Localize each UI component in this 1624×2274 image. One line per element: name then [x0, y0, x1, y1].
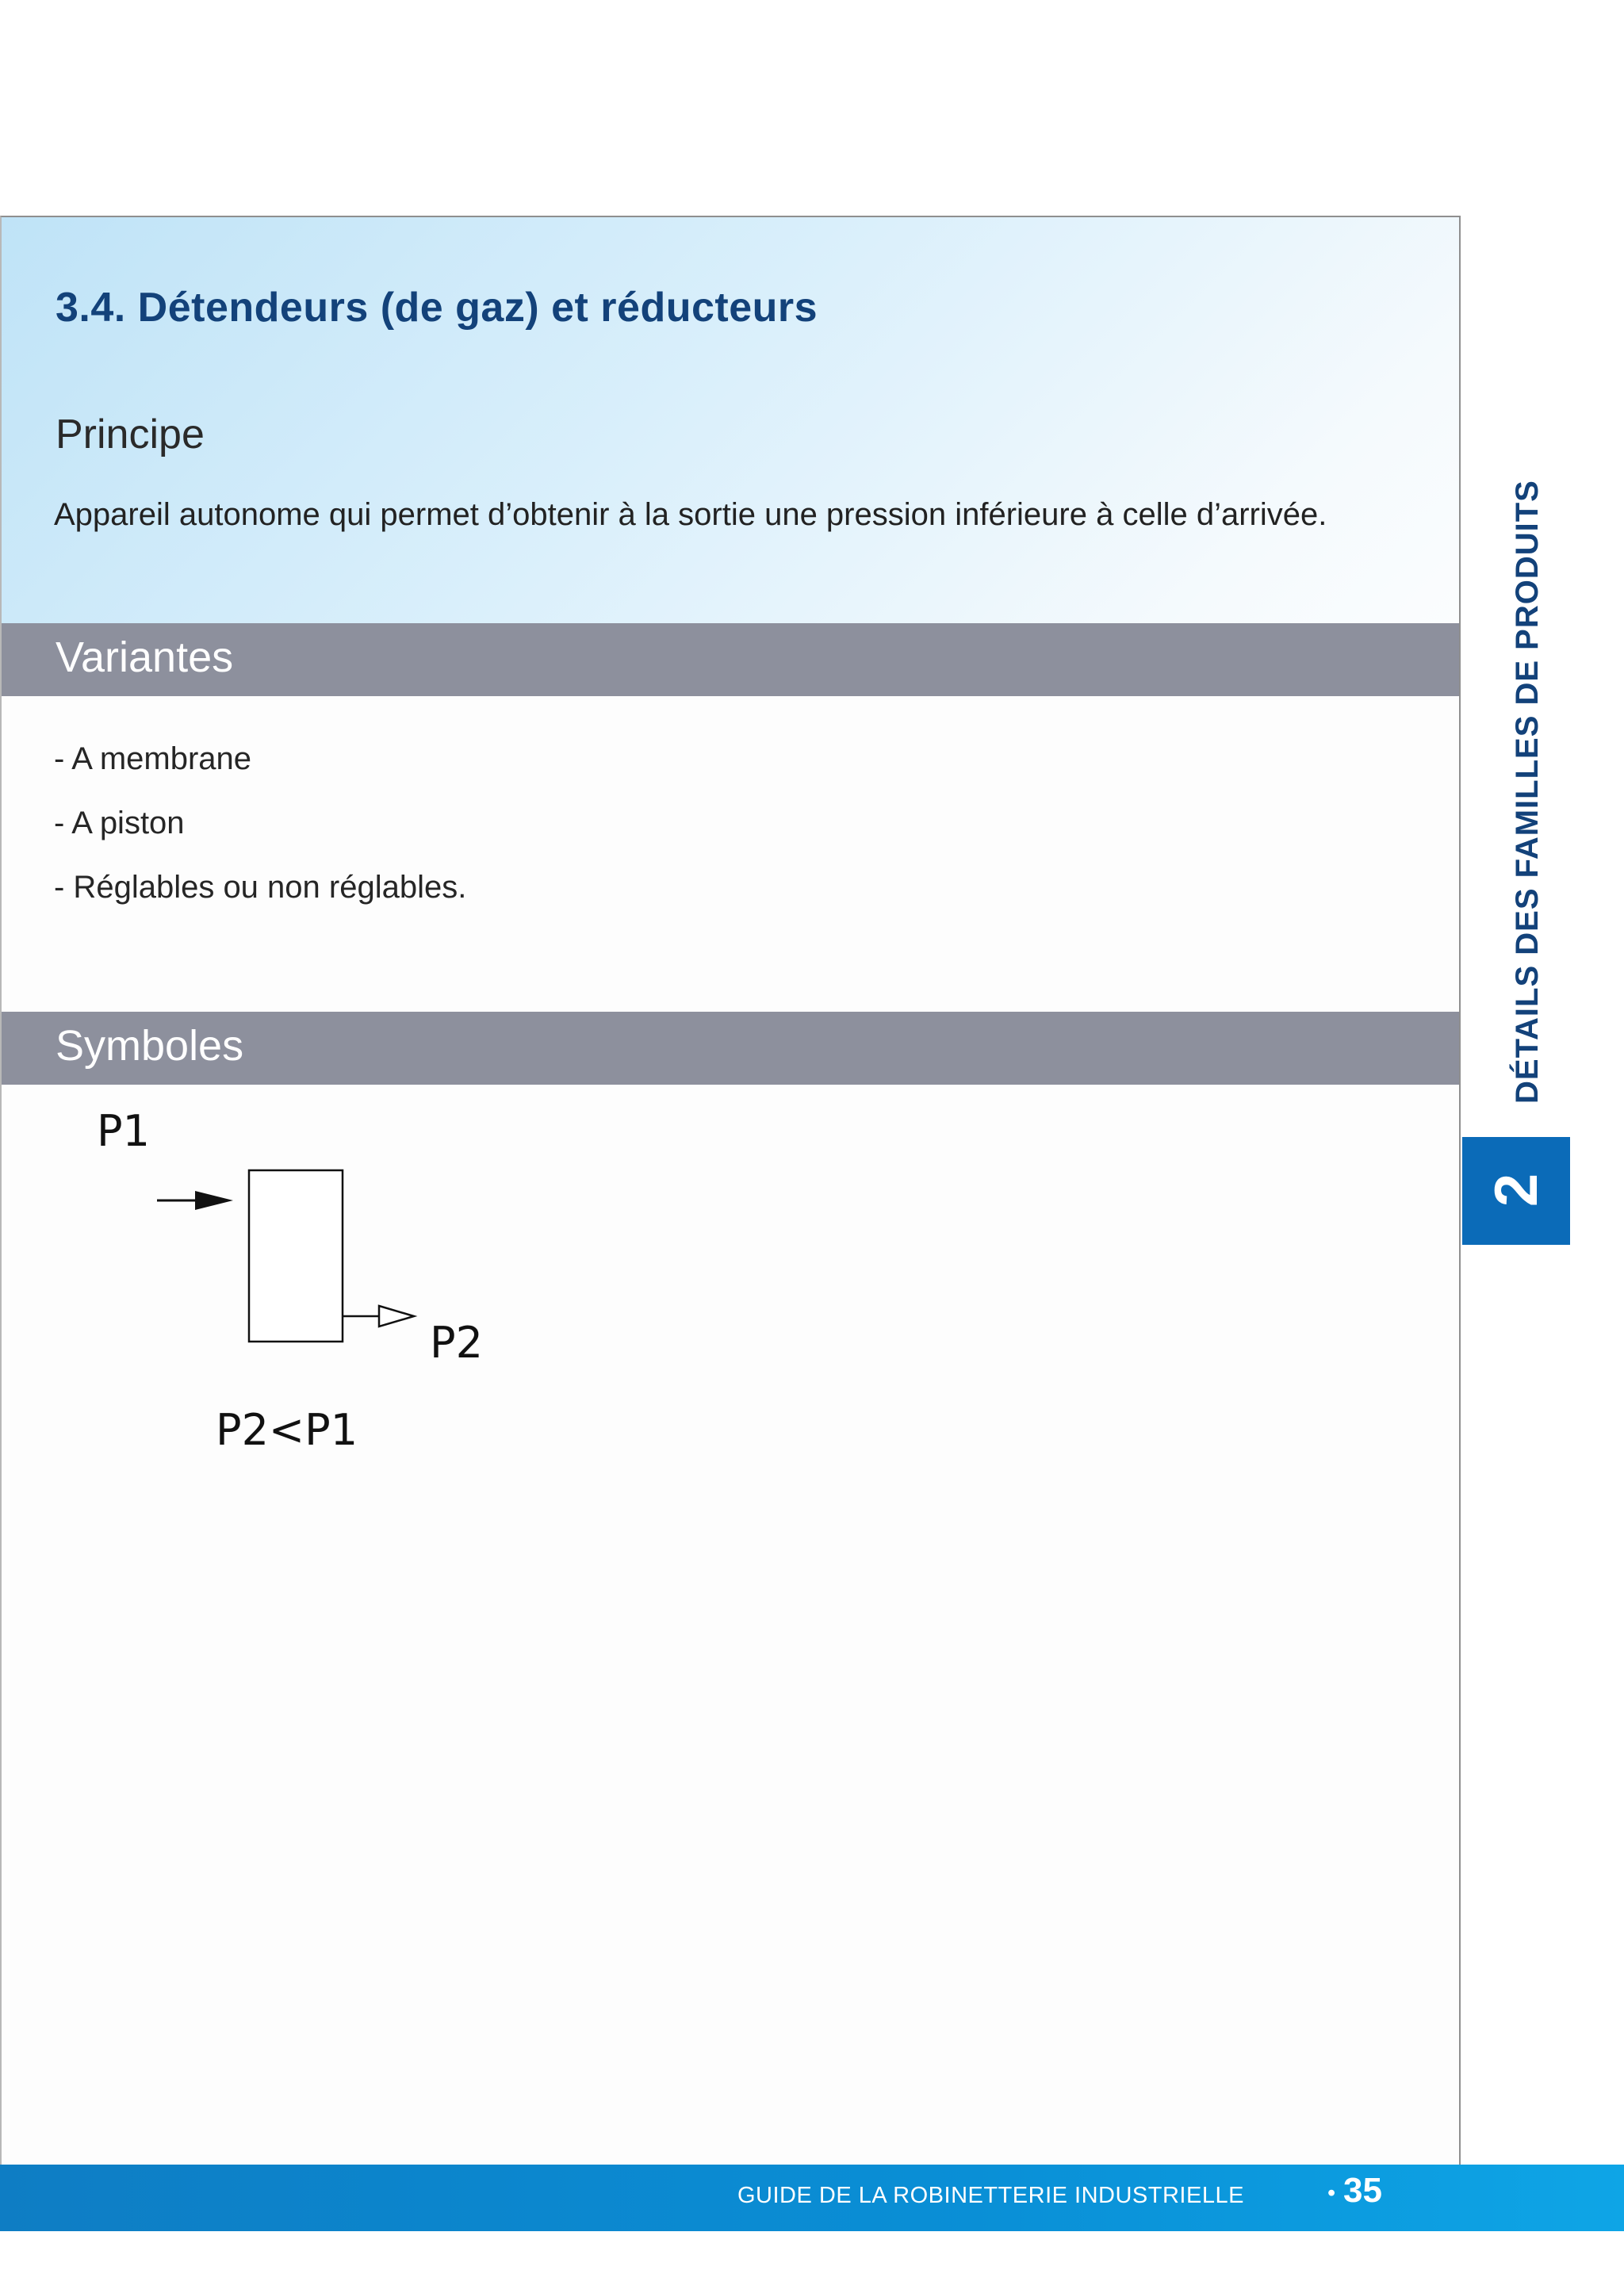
chapter-number: 2 [1483, 1173, 1550, 1208]
footer-label: GUIDE DE LA ROBINETTERIE INDUSTRIELLE [737, 2183, 1244, 2208]
pressure-relation: P2<P1 [216, 1405, 358, 1455]
inlet-label: P1 [97, 1106, 150, 1156]
symboles-band [2, 1012, 1459, 1085]
footer-separator: • [1327, 2180, 1336, 2206]
principe-text: Appareil autonome qui permet d’obtenir à la sortie une pression inférieure à celle d’arrivée. [54, 497, 1327, 532]
section-title: 3.4. Détendeurs (de gaz) et réducteurs [56, 285, 818, 331]
variantes-heading: Variantes [56, 634, 234, 681]
variantes-list [54, 734, 466, 927]
intro-panel [2, 217, 1459, 623]
regulator-box-icon [249, 1170, 343, 1342]
list-item: - A piston [54, 806, 185, 840]
list-item: - A membrane [54, 741, 252, 776]
list-item: - Réglables ou non réglables. [54, 870, 467, 905]
chapter-tab[interactable] [1462, 1137, 1570, 1245]
inlet-arrow-icon [157, 1191, 233, 1210]
symboles-heading: Symboles [56, 1022, 244, 1070]
variantes-band [2, 623, 1459, 696]
principe-heading: Principe [56, 412, 205, 457]
outlet-label: P2 [430, 1318, 483, 1368]
outlet-arrow-icon [343, 1306, 414, 1326]
chapter-title: DÉTAILS DES FAMILLES DE PRODUITS [1510, 480, 1545, 1104]
regulator-symbol [0, 1086, 555, 1483]
page-number: 35 [1343, 2171, 1382, 2210]
